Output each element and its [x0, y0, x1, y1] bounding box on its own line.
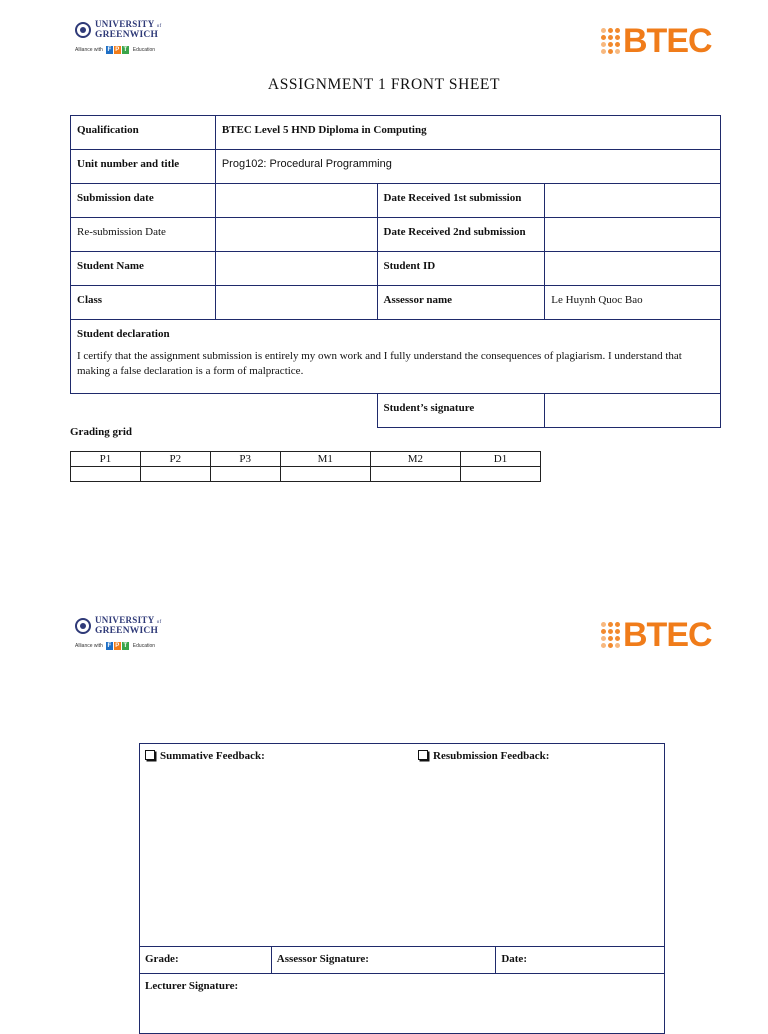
university-seal-icon [75, 22, 91, 38]
student-id-label: Student ID [377, 252, 545, 286]
class-label: Class [71, 286, 216, 320]
student-id-field[interactable] [545, 252, 721, 286]
grading-grid-label: Grading grid [70, 426, 133, 438]
grid-header-p1: P1 [71, 452, 141, 467]
student-name-field[interactable] [215, 252, 377, 286]
class-field[interactable] [215, 286, 377, 320]
unit-label: Unit number and title [71, 150, 216, 184]
grading-grid-table [70, 451, 541, 482]
grid-header-d1: D1 [460, 452, 540, 467]
date-received-2-label: Date Received 2nd submission [377, 218, 545, 252]
lecturer-signature-label: Lecturer Signature: [140, 974, 665, 1034]
signature-label: Student’s signature [377, 394, 545, 428]
page-title: ASSIGNMENT 1 FRONT SHEET [267, 76, 501, 93]
assessor-name-label: Assessor name [377, 286, 545, 320]
submission-date-label: Submission date [71, 184, 216, 218]
grid-cell-d1[interactable] [460, 467, 540, 482]
date-received-1-field[interactable] [545, 184, 721, 218]
grid-cell-p2[interactable] [140, 467, 210, 482]
alliance-fpt-logo: Alliance with F P T Education [75, 643, 156, 649]
date-received-2-field[interactable] [545, 218, 721, 252]
front-sheet-table [70, 115, 721, 428]
resubmission-checkbox-icon[interactable] [418, 750, 428, 760]
btec-dots-icon [601, 28, 620, 54]
student-name-label: Student Name [71, 252, 216, 286]
grid-cell-p1[interactable] [71, 467, 141, 482]
grid-header-p2: P2 [140, 452, 210, 467]
grid-cell-m2[interactable] [370, 467, 460, 482]
resubmission-date-field[interactable] [215, 218, 377, 252]
grid-header-m2: M2 [370, 452, 460, 467]
resubmission-date-label: Re-submission Date [71, 218, 216, 252]
summative-feedback[interactable]: Summative Feedback: [145, 750, 265, 762]
grid-header-p3: P3 [210, 452, 280, 467]
grid-cell-p3[interactable] [210, 467, 280, 482]
signature-field[interactable] [545, 394, 721, 428]
submission-date-field[interactable] [215, 184, 377, 218]
grid-cell-m1[interactable] [280, 467, 370, 482]
feedback-box [140, 744, 665, 947]
university-seal-icon [75, 618, 91, 634]
date-label: Date: [496, 947, 665, 974]
declaration-label: Student declaration [77, 328, 170, 340]
qualification-value: BTEC Level 5 HND Diploma in Computing [215, 116, 720, 150]
declaration-text: I certify that the assignment submission is entirely my own work and I fully understand the consequences of plagiarism. I understand that making a false declaration is a form of malpractice. [77, 350, 682, 377]
feedback-table [139, 743, 665, 1034]
student-declaration [71, 320, 721, 394]
assessor-name-value: Le Huynh Quoc Bao [545, 286, 721, 320]
date-received-1-label: Date Received 1st submission [377, 184, 545, 218]
btec-logo-page2: BTEC [601, 618, 712, 652]
university-of-greenwich-logo-page2: UNIVERSITY of GREENWICH Alliance with F P T Education [75, 616, 185, 660]
btec-dots-icon [601, 622, 620, 648]
unit-value: Prog102: Procedural Programming [215, 150, 720, 184]
alliance-fpt-logo: Alliance with F P T Education [75, 47, 156, 53]
summative-checkbox-icon[interactable] [145, 750, 155, 760]
grade-label: Grade: [140, 947, 272, 974]
assessor-signature-label: Assessor Signature: [271, 947, 496, 974]
grid-header-m1: M1 [280, 452, 370, 467]
btec-logo: BTEC [601, 24, 712, 58]
qualification-label: Qualification [71, 116, 216, 150]
university-of-greenwich-logo: UNIVERSITY of GREENWICH Alliance with F P T Education [75, 20, 185, 64]
resubmission-feedback[interactable]: Resubmission Feedback: [418, 750, 549, 762]
